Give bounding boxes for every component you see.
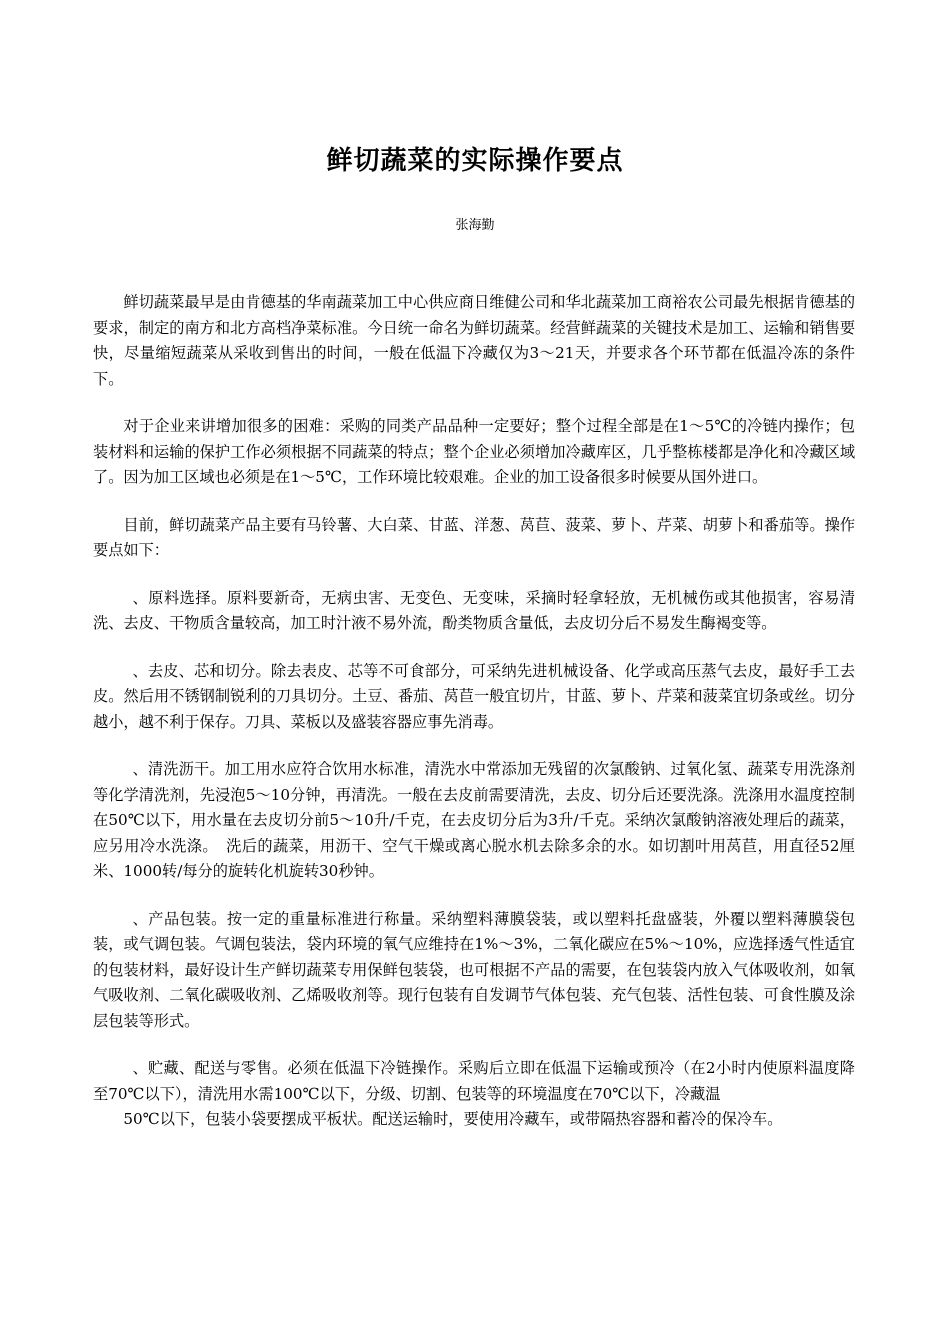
paragraph-step-storage-text: 、贮藏、配送与零售。必须在低温下冷链操作。采购后立即在低温下运输或预冷（在2小时内使原料温度降至70℃以下），清洗用水需100℃以下，分级、切割、包装等的环境温度在70℃以下，冷藏温	[93, 1059, 855, 1103]
paragraph-step-wash-drain: 、清洗沥干。加工用水应符合饮用水标准，清洗水中常添加无残留的次氯酸钠、过氧化氢、蔬菜专用洗涤剂等化学清洗剂，先浸泡5～10分钟，再清洗。一般在去皮前需要清洗，去皮、切分后还要洗涤。洗涤用水温度控制在50℃以下，用水量在去皮切分前5～10升/千克，在去皮切分后为3升/千克。采纳次氯酸钠溶液处理后的蔬菜，应另用冷水洗涤。 洗后的蔬菜，用沥干、空气干燥或离心脱水机去除多余的水。如切割叶用莴苣，用直径52厘米、1000转/每分的旋转化机旋转30秒钟。	[93, 760, 855, 880]
document-author: 张海勤	[455, 218, 495, 233]
paragraph-step-storage	[93, 1056, 855, 1133]
paragraph-step-peel-cut: 、去皮、芯和切分。除去表皮、芯等不可食部分，可采纳先进机械设备、化学或高压蒸气去皮，最好手工去皮。然后用不锈钢制锐利的刀具切分。土豆、番茄、莴苣一般宜切片，甘蓝、萝卜、芹菜和菠菜宜切条或丝。切分越小，越不利于保存。刀具、菜板以及盛装容器应事先消毒。	[93, 661, 855, 731]
paragraph-step-raw-material: 、原料选择。原料要新奇，无病虫害、无变色、无变味，采摘时轻拿轻放，无机械伤或其他损害，容易清洗、去皮、干物质含量较高，加工时汁液不易外流，酚类物质含量低，去皮切分后不易发生酶褐变等。	[93, 588, 855, 632]
paragraph-products: 目前，鲜切蔬菜产品主要有马铃薯、大白菜、甘蓝、洋葱、莴苣、菠菜、萝卜、芹菜、胡萝卜和番茄等。操作要点如下：	[93, 515, 855, 559]
document-body	[93, 290, 855, 1133]
paragraph-step-storage-continuation: 50℃以下，包装小袋要摆成平板状。配送运输时，要使用冷藏车，或带隔热容器和蓄冷的保冷车。	[123, 1110, 783, 1128]
paragraph-step-packaging: 、产品包装。按一定的重量标准进行称量。采纳塑料薄膜袋装，或以塑料托盘盛装，外覆以塑料薄膜袋包装，或气调包装。气调包装法，袋内环境的氧气应维持在1%～3%，二氧化碳应在5%～10%，应选择透气性适宜的包装材料，最好设计生产鲜切蔬菜专用保鲜包装袋，也可根据不产品的需要，在包装袋内放入气体吸收剂，如氧气吸收剂、二氧化碳吸收剂、乙烯吸收剂等。现行包装有自发调节气体包装、充气包装、活性包装、可食性膜及涂层包装等形式。	[93, 909, 855, 1030]
document-title: 鲜切蔬菜的实际操作要点	[326, 146, 624, 176]
paragraph-difficulties: 对于企业来讲增加很多的困难：采购的同类产品品种一定要好；整个过程全部是在1～5℃的冷链内操作；包装材料和运输的保护工作必须根据不同蔬菜的特点；整个企业必须增加冷藏库区，几乎整栋楼都是净化和冷藏区域了。因为加工区域也必须是在1～5℃，工作环境比较艰难。企业的加工设备很多时候要从国外进口。	[93, 417, 855, 486]
paragraph-intro: 鲜切蔬菜最早是由肯德基的华南蔬菜加工中心供应商日维健公司和华北蔬菜加工商裕农公司最先根据肯德基的要求，制定的南方和北方高档净菜标准。今日统一命名为鲜切蔬菜。经营鲜蔬菜的关键技术是加工、运输和销售要快，尽量缩短蔬菜从采收到售出的时间，一般在低温下冷藏仅为3～21天，并要求各个环节都在低温冷冻的条件下。	[93, 293, 855, 388]
